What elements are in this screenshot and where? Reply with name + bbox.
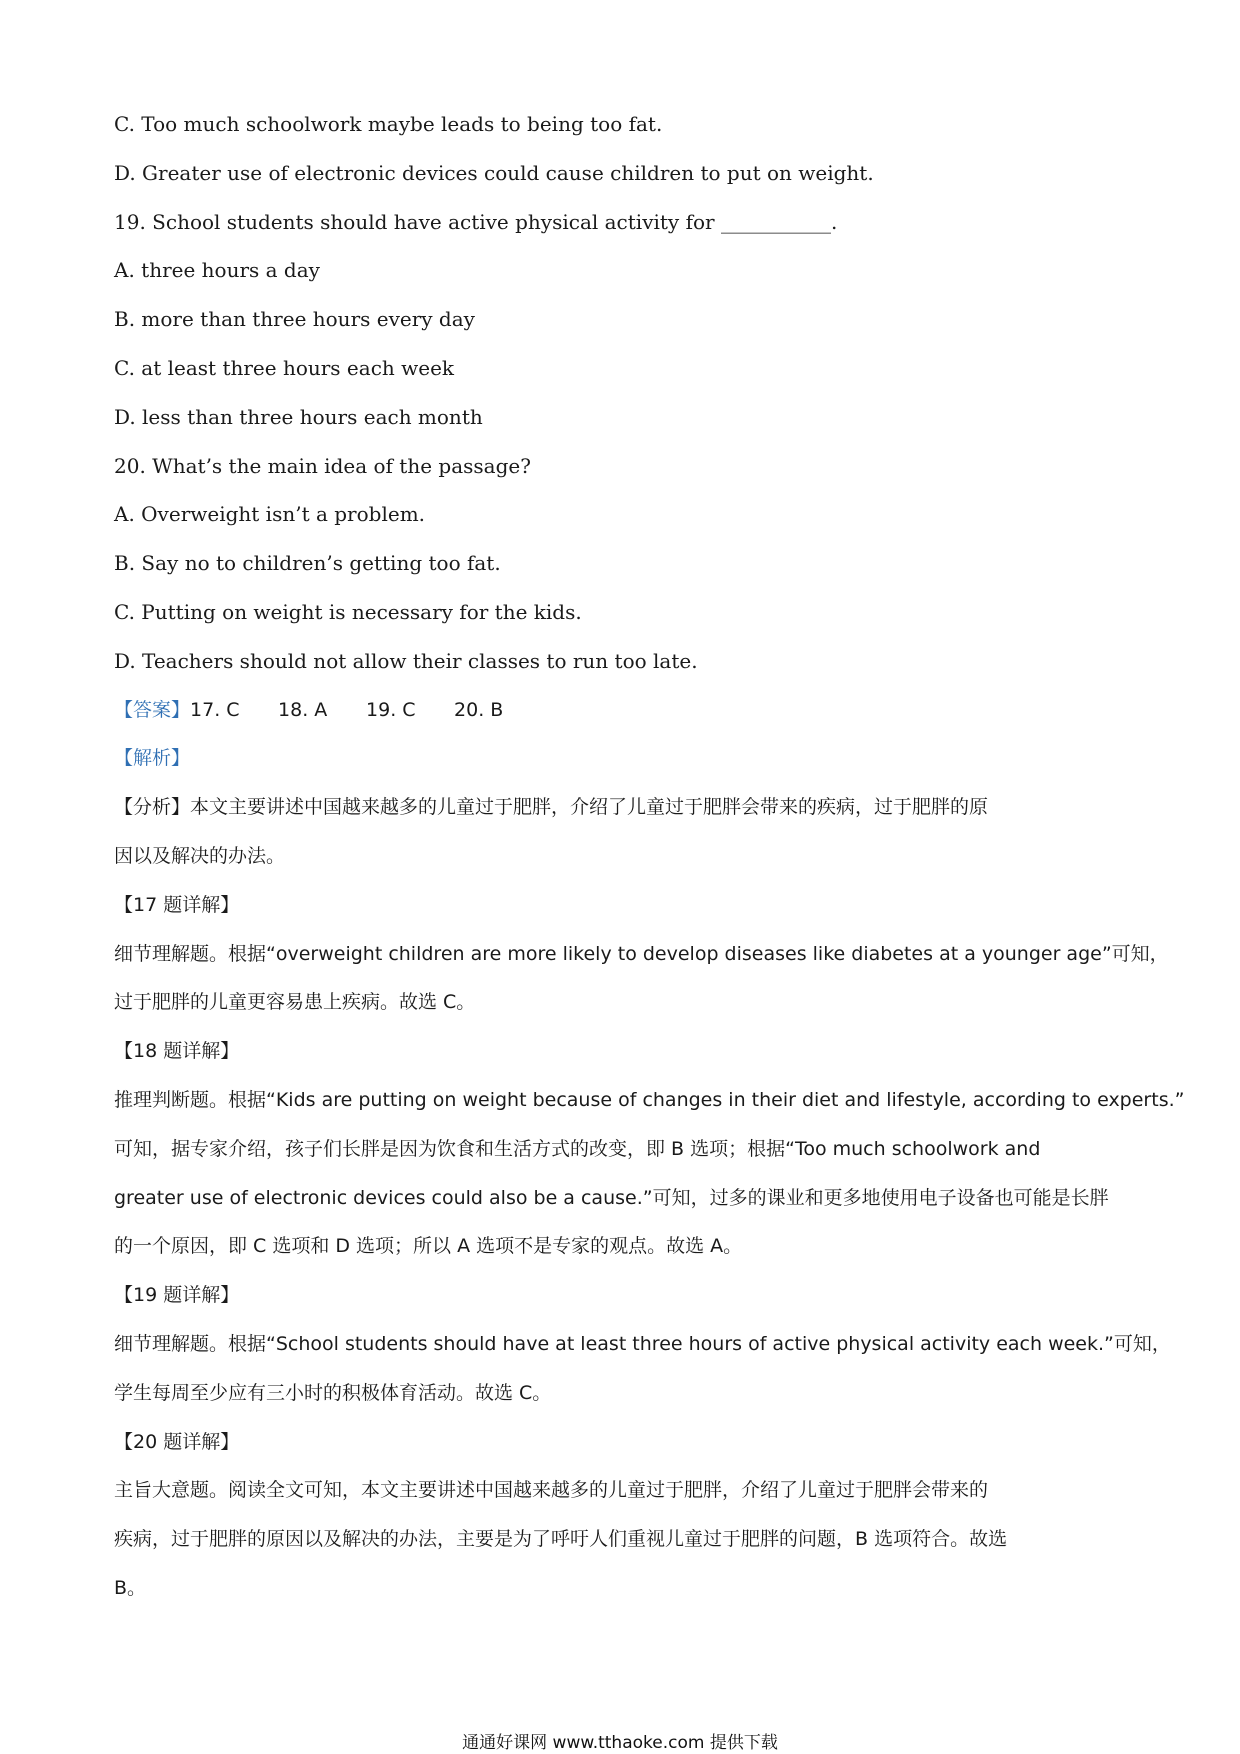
detail-line: 过于肥胖的儿童更容易患上疾病。故选 C。 bbox=[114, 991, 476, 1014]
detail-title: 【19 题详解】 bbox=[114, 1284, 240, 1307]
detail-title: 【18 题详解】 bbox=[114, 1040, 240, 1063]
option-line: A. Overweight isn’t a problem. bbox=[114, 502, 426, 527]
answer-label: 【答案】 bbox=[114, 698, 191, 721]
detail-title: 【17 题详解】 bbox=[114, 893, 240, 916]
answer-item: 20. B bbox=[454, 698, 504, 721]
detail-line: B。 bbox=[114, 1576, 147, 1599]
option-line: D. less than three hours each month bbox=[114, 404, 483, 429]
option-line: B. more than three hours every day bbox=[114, 307, 475, 332]
detail-line: 的一个原因，即 C 选项和 D 选项；所以 A 选项不是专家的观点。故选 A。 bbox=[114, 1235, 743, 1258]
answer-item: 18. A bbox=[278, 698, 328, 721]
analysis-label: 【解析】 bbox=[114, 747, 191, 770]
question-stem: 19. School students should have active physical activity for ___________. bbox=[114, 209, 838, 234]
option-line: C. Too much schoolwork maybe leads to being too fat. bbox=[114, 112, 663, 136]
answer-row bbox=[114, 686, 1134, 735]
option-line: B. Say no to children’s getting too fat. bbox=[114, 551, 501, 576]
detail-line: greater use of electronic devices could also be a cause.”可知，过多的课业和更多地使用电子设备也可能是长胖 bbox=[114, 1186, 1109, 1209]
detail-line: 细节理解题。根据“School students should have at least three hours of active physical activity each week.”可知， bbox=[114, 1332, 1171, 1355]
detail-line: 推理判断题。根据“Kids are putting on weight because of changes in their diet and lifestyle, according to experts.” bbox=[114, 1088, 1185, 1111]
detail-line: 疾病，过于肥胖的原因以及解决的办法，主要是为了呼吁人们重视儿童过于肥胖的问题，B 选项符合。故选 bbox=[114, 1528, 1008, 1551]
page-footer: 通通好课网 www.tthaoke.com 提供下载 bbox=[462, 1733, 778, 1753]
answer-item: 17. C bbox=[190, 698, 240, 721]
analysis-intro-line: 因以及解决的办法。 bbox=[114, 844, 286, 867]
detail-line: 可知，据专家介绍，孩子们长胖是因为饮食和生活方式的改变，即 B 选项；根据“Too much schoolwork and bbox=[114, 1137, 1041, 1160]
detail-line: 细节理解题。根据“overweight children are more likely to develop diseases like diabetes at a younger age”可知， bbox=[114, 942, 1169, 965]
option-line: A. three hours a day bbox=[114, 258, 320, 283]
option-line: C. Putting on weight is necessary for the kids. bbox=[114, 599, 582, 624]
document-page bbox=[114, 100, 1185, 1613]
detail-title: 【20 题详解】 bbox=[114, 1430, 240, 1453]
answer-item: 19. C bbox=[366, 698, 416, 721]
analysis-intro-line: 【分析】本文主要讲述中国越来越多的儿童过于肥胖，介绍了儿童过于肥胖会带来的疾病，过于肥胖的原 bbox=[114, 796, 989, 819]
question-stem: 20. What’s the main idea of the passage? bbox=[114, 453, 531, 478]
option-line: C. at least three hours each week bbox=[114, 355, 455, 380]
option-line: D. Teachers should not allow their classes to run too late. bbox=[114, 648, 698, 673]
detail-line: 主旨大意题。阅读全文可知，本文主要讲述中国越来越多的儿童过于肥胖，介绍了儿童过于肥胖会带来的 bbox=[114, 1479, 989, 1502]
option-line: D. Greater use of electronic devices could cause children to put on weight. bbox=[114, 160, 874, 185]
detail-line: 学生每周至少应有三小时的积极体育活动。故选 C。 bbox=[114, 1381, 552, 1404]
